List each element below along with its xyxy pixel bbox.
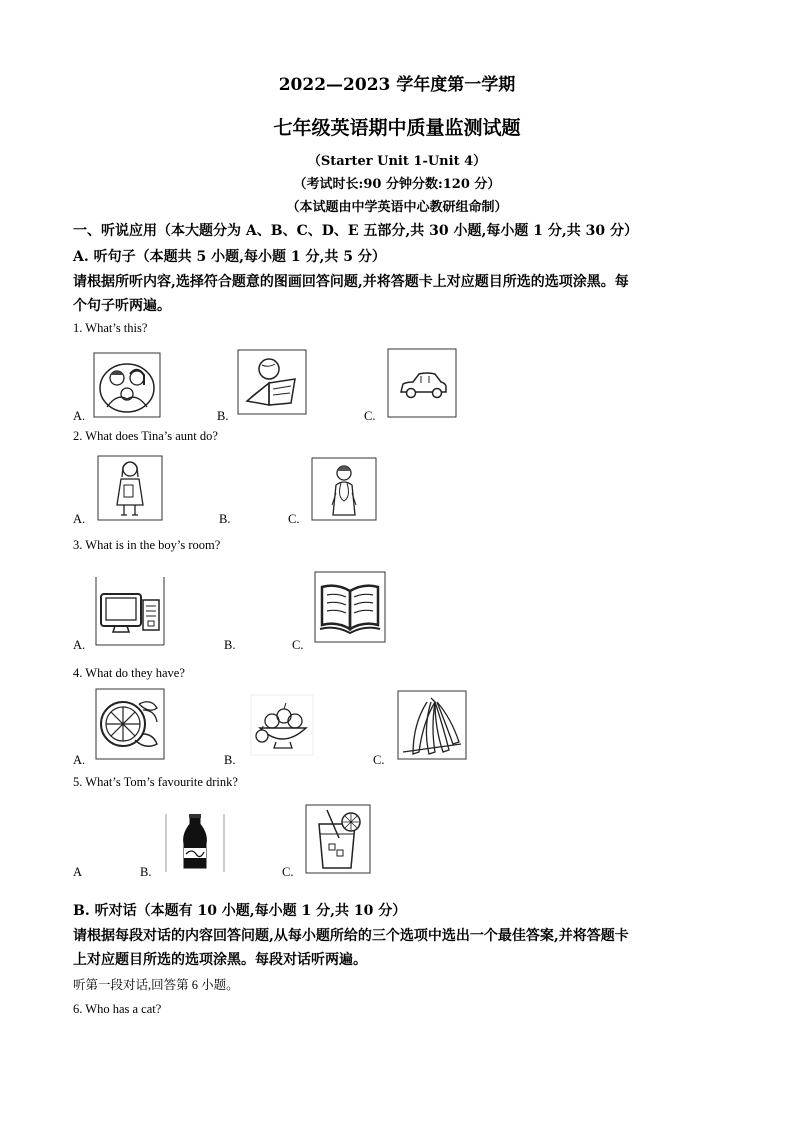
- doctor-picture: [311, 457, 377, 521]
- fruit-bowl-picture: [250, 694, 314, 756]
- author-subtitle: （本试题由中学英语中心教研组命制）: [286, 200, 508, 215]
- q4-option-b[interactable]: B.: [224, 753, 236, 767]
- juice-glass-picture: [305, 804, 371, 874]
- computer-picture: [95, 576, 165, 646]
- q3-option-c[interactable]: C.: [292, 638, 304, 652]
- q2-option-b[interactable]: B.: [219, 512, 231, 526]
- orange-picture: [95, 688, 165, 760]
- q5-option-b[interactable]: B.: [140, 865, 152, 879]
- q2-option-c[interactable]: C.: [288, 512, 300, 526]
- dialogue-note: 听第一段对话,回答第 6 小题。: [73, 978, 239, 992]
- sectionB-instruction-1: 请根据每段对话的内容回答问题,从每小题所给的三个选项中选出一个最佳答案,并将答题卡: [73, 928, 629, 944]
- q3-option-a[interactable]: A.: [73, 638, 86, 652]
- q1-option-b[interactable]: B.: [217, 409, 229, 423]
- q5-option-a[interactable]: A: [73, 865, 83, 879]
- year-term-title: 2022—2023 学年度第一学期: [278, 75, 516, 95]
- question-4: 4. What do they have?: [73, 666, 185, 680]
- sectionA-instruction-2: 个句子听两遍。: [73, 298, 171, 314]
- book-globe-picture: [237, 349, 307, 415]
- sectionA-heading: A. 听句子（本题共 5 小题,每小题 1 分,共 5 分）: [73, 249, 386, 265]
- units-subtitle: （Starter Unit 1-Unit 4）: [307, 154, 487, 169]
- q4-option-c[interactable]: C.: [373, 753, 385, 767]
- book-picture: [314, 571, 386, 643]
- part1-heading: 一、听说应用（本大题分为 A、B、C、D、E 五部分,共 30 小题,每小题 1 分,共 30 分）: [73, 223, 638, 239]
- student-girl-picture: [97, 455, 163, 521]
- question-2: 2. What does Tina’s aunt do?: [73, 429, 218, 443]
- sectionB-instruction-2: 上对应题目所选的选项涂黑。每段对话听两遍。: [73, 952, 367, 968]
- question-6: 6. Who has a cat?: [73, 1002, 162, 1016]
- car-picture: [387, 348, 457, 418]
- sectionB-heading: B. 听对话（本题有 10 小题,每小题 1 分,共 10 分）: [73, 903, 407, 919]
- cola-bottle-picture: [164, 812, 226, 874]
- question-3: 3. What is in the boy’s room?: [73, 538, 221, 552]
- exam-title: 七年级英语期中质量监测试题: [273, 117, 521, 139]
- banana-picture: [397, 690, 467, 760]
- q2-option-a[interactable]: A.: [73, 512, 86, 526]
- q3-option-b[interactable]: B.: [224, 638, 236, 652]
- q1-option-a[interactable]: A.: [73, 409, 86, 423]
- sectionA-instruction-1: 请根据所听内容,选择符合题意的图画回答问题,并将答题卡上对应题目所选的选项涂黑。每: [73, 274, 629, 290]
- family-picture: [93, 352, 161, 418]
- q4-option-a[interactable]: A.: [73, 753, 86, 767]
- time-score-subtitle: （考试时长:90 分钟分数:120 分）: [293, 177, 501, 192]
- q5-option-c[interactable]: C.: [282, 865, 294, 879]
- question-1: 1. What’s this?: [73, 321, 148, 335]
- question-5: 5. What’s Tom’s favourite drink?: [73, 775, 238, 789]
- q1-option-c[interactable]: C.: [364, 409, 376, 423]
